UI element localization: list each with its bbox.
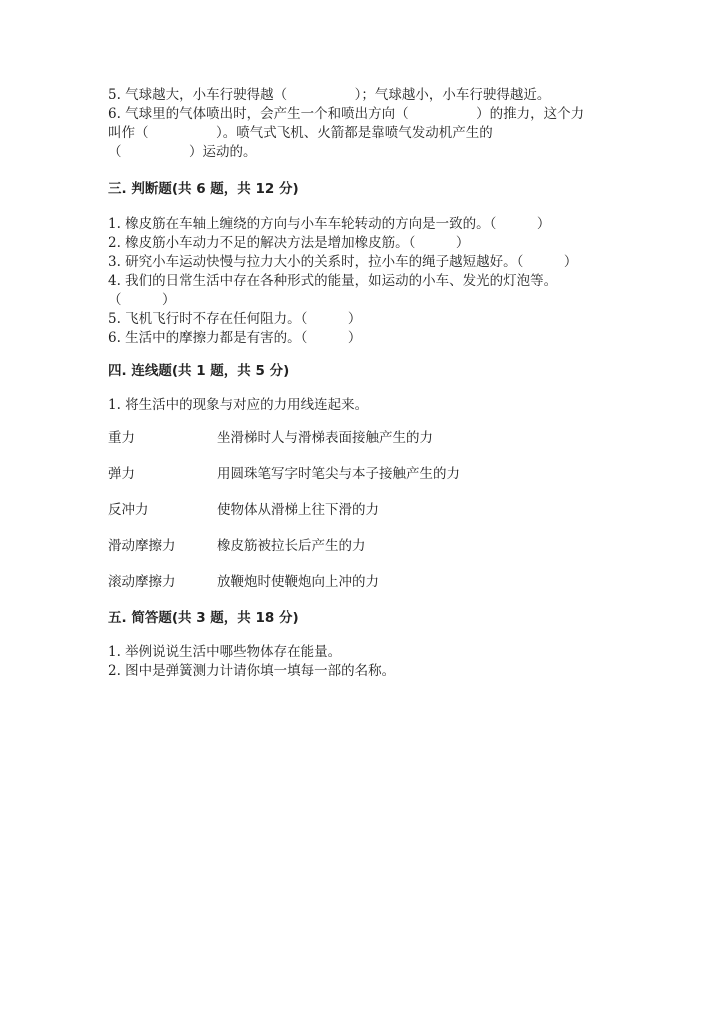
matching-phenomenon: 放鞭炮时使鞭炮向上冲的力 [217,574,379,590]
matching-phenomenon: 橡皮筋被拉长后产生的力 [217,538,366,554]
matching-row [108,501,608,520]
judgment-item: 4. 我们的日常生活中存在各种形式的能量，如运动的小车、发光的灯泡等。 [108,273,558,289]
judgment-item: 6. 生活中的摩擦力都是有害的。（ ） [108,330,362,346]
short-answer-item: 2. 图中是弹簧测力计请你填一填每一部的名称。 [108,663,396,679]
question-5: 5. 气球越大，小车行驶得越（ ）；气球越小，小车行驶得越近。 [108,87,551,103]
section-short-answer [108,609,608,681]
matching-force: 重力 [108,430,135,446]
judgment-item: 3. 研究小车运动快慢与拉力大小的关系时，拉小车的绳子越短越好。（ ） [108,254,578,270]
question-6-line-2: 叫作（ ）。喷气式飞机、火箭都是靠喷气发动机产生的 [108,125,493,141]
judgment-item: （ ） [108,292,176,308]
matching-phenomenon: 使物体从滑梯上往下滑的力 [217,502,379,518]
section-matching [108,362,608,592]
section-matching-title: 四. 连线题(共 1 题，共 5 分) [108,363,290,379]
worksheet-page [108,86,608,681]
section-judgment [108,180,608,348]
fill-blank-block [108,86,608,162]
question-6-line-3: （ ）运动的。 [108,144,257,160]
matching-force: 滚动摩擦力 [108,574,176,590]
matching-prompt: 1. 将生活中的现象与对应的力用线连起来。 [108,397,369,413]
judgment-item: 1. 橡皮筋在车轴上缠绕的方向与小车车轮转动的方向是一致的。（ ） [108,216,551,232]
judgment-item: 5. 飞机飞行时不存在任何阻力。（ ） [108,311,362,327]
matching-row [108,429,608,448]
matching-force: 弹力 [108,466,135,482]
matching-force: 滑动摩擦力 [108,538,176,554]
short-answer-item: 1. 举例说说生活中哪些物体存在能量。 [108,644,342,660]
matching-phenomenon: 坐滑梯时人与滑梯表面接触产生的力 [217,430,433,446]
matching-table [108,429,608,592]
matching-row [108,537,608,556]
matching-row [108,573,608,592]
judgment-item: 2. 橡皮筋小车动力不足的解决方法是增加橡皮筋。（ ） [108,235,470,251]
matching-row [108,465,608,484]
matching-force: 反冲力 [108,502,149,518]
question-6-line-1: 6. 气球里的气体喷出时，会产生一个和喷出方向（ ）的推力，这个力 [108,106,585,122]
section-short-answer-title: 五. 简答题(共 3 题，共 18 分) [108,610,299,626]
section-judgment-title: 三. 判断题(共 6 题，共 12 分) [108,181,299,197]
matching-phenomenon: 用圆珠笔写字时笔尖与本子接触产生的力 [217,466,460,482]
